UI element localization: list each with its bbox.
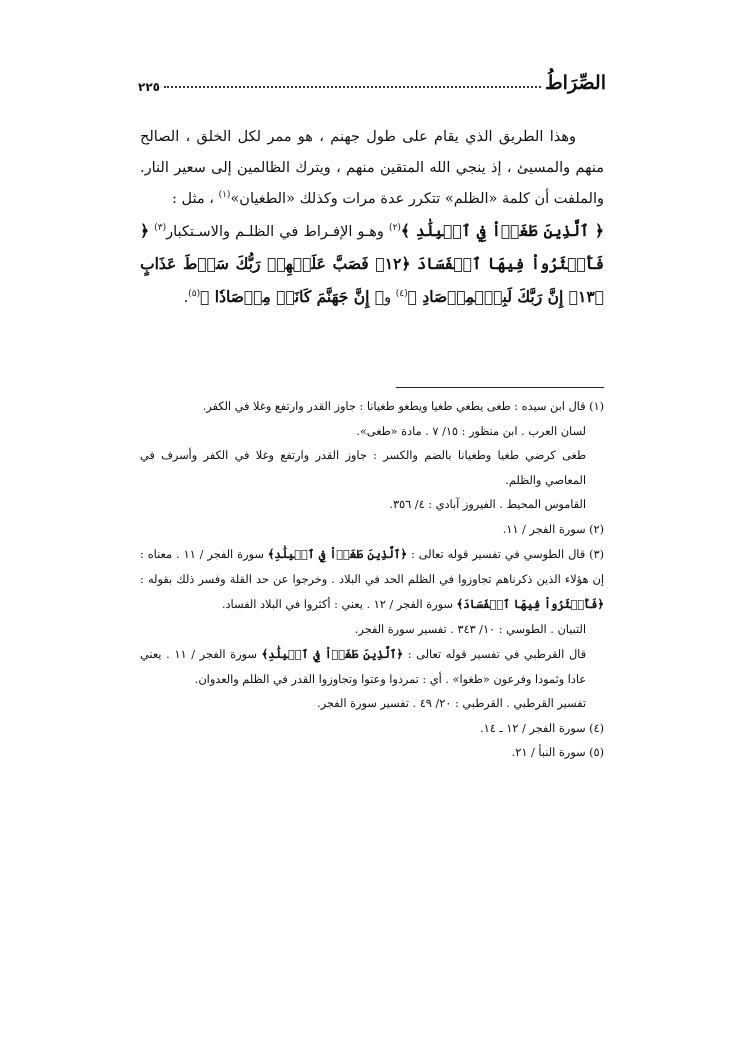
quran-citation: ﴿ٱلَّذِينَ طَغَوۡاْ فِي ٱلۡبِلَٰدِ﴾	[261, 647, 404, 661]
footnote-text: سورة الفجر / ١١ . يعني عادا وثمودا وفرعون «طغوا» . أي : تمردوا وعتوا وتجاوزوا القدر في الظلم والعدوان.	[140, 648, 586, 686]
dotted-leader	[164, 86, 541, 88]
footnote: (١) قال ابن سيده : طغى يطغي طغيا ويطغو طغيانا : جاوز القدر وارتفع وغلا في الكفر.	[202, 400, 604, 413]
conjunction: و	[384, 290, 392, 306]
quran-verse: ﴿ ٱلَّذِينَ طَغَوۡاْ فِي ٱلۡبِلَٰدِ ﴾	[400, 221, 604, 240]
footnotes	[140, 395, 604, 766]
footnote-source: تفسير القرطبي . القرطبي : ٢٠/ ٤٩ . تفسير سورة الفجر.	[317, 697, 586, 710]
footnote-text: سورة الفجر / ١١ . معناه : إن هؤلاء الذين ذكرناهم تجاوزوا في الظلم الحد في البلاد . وخرجوا عن حد القلة وفسر ذلك بقوله :	[140, 548, 604, 586]
footnote-ref: (١)	[218, 190, 231, 201]
footnote-ref: (٣)	[154, 223, 167, 234]
footnote-text: قال القرطبي في تفسير قوله تعالى :	[407, 648, 586, 661]
footnote: (٢) سورة الفجر / ١١.	[502, 522, 604, 536]
footnote	[140, 542, 604, 618]
footnote-source: لسان العرب . ابن منظور : ١٥/ ٧ . مادة «طغى».	[356, 424, 586, 438]
footnote: (٥) سورة النبأ / ٢١.	[511, 746, 604, 759]
footnote-text: سورة الفجر / ١٢ . يعني : أكثروا في البلاد الفساد.	[221, 598, 453, 611]
footnote-divider	[396, 387, 604, 388]
footnote-source: التبيان . الطوسي : ١٠/ ٣٤٣ . تفسير سورة الفجر.	[354, 622, 586, 636]
verse-commentary: وهـو الإفـراط في الظلـم والاسـتكبار	[166, 224, 384, 240]
footnote-text	[140, 642, 604, 692]
footnote-ref: (٢)	[389, 223, 401, 234]
footnote-text: (٣) قال الطوسي في تفسير قوله تعالى :	[411, 548, 604, 561]
paragraph	[140, 122, 604, 215]
footnote-source: القاموس المحيط . الفيروز آبادي : ٤/ ٣٥٦.	[389, 498, 586, 511]
footnote-ref: (٤)	[395, 289, 408, 300]
quran-verse: ﴿ إِنَّ جَهَنَّمَ كَانَتۡ مِرۡصَادٗا ﴾	[200, 287, 385, 306]
chapter-title: الصِّرَاطُ	[545, 72, 606, 94]
verse-line	[140, 215, 604, 314]
main-text	[140, 122, 604, 314]
quran-citation: ﴿فَأَكۡثَرُواْ فِيهَا ٱلۡفَسَادَ﴾	[456, 597, 604, 611]
page-number: ٢٢٥	[138, 80, 160, 94]
footnote: (٤) سورة الفجر / ١٢ ـ ١٤.	[480, 721, 604, 735]
footnote-text: طغى كرضي طغيا وطغيانا بالضم والكسر : جاوز القدر وارتفع وغلا في الكفر وأسرف في المعاصي والظلم.	[140, 449, 586, 487]
quran-verse: ﴿ فَأَكۡثَرُواْ فِيهَا ٱلۡفَسَادَ ﴿١٢﴾ فَصَبَّ عَلَيۡهِمۡ رَبُّكَ سَوۡطَ عَذَابٍ ﴿١٣﴾ إِنَّ رَبَّكَ لَبِٱلۡمِرۡصَادِ ﴾	[140, 221, 604, 306]
running-header	[138, 64, 606, 94]
paragraph-tail: ، مثل :	[172, 191, 214, 207]
paragraph-text: وهذا الطريق الذي يقام على طول جهنم ، هو ممر لكل الخلق ، الصالح منهم والمسيئ ، إذ ينجي الله المتقين منهم ، ويترك الظالمين إلى سعير النار. والملفت أن كلمة «الظلم» تتكرر عدة مرات وكذلك «الطغيان»	[140, 129, 604, 207]
quran-citation: ﴿ٱلَّذِينَ طَغَوۡاْ فِي ٱلۡبِلَٰدِ﴾	[267, 547, 408, 561]
footnote-ref: (٥)	[188, 289, 201, 300]
period: .	[183, 290, 189, 306]
